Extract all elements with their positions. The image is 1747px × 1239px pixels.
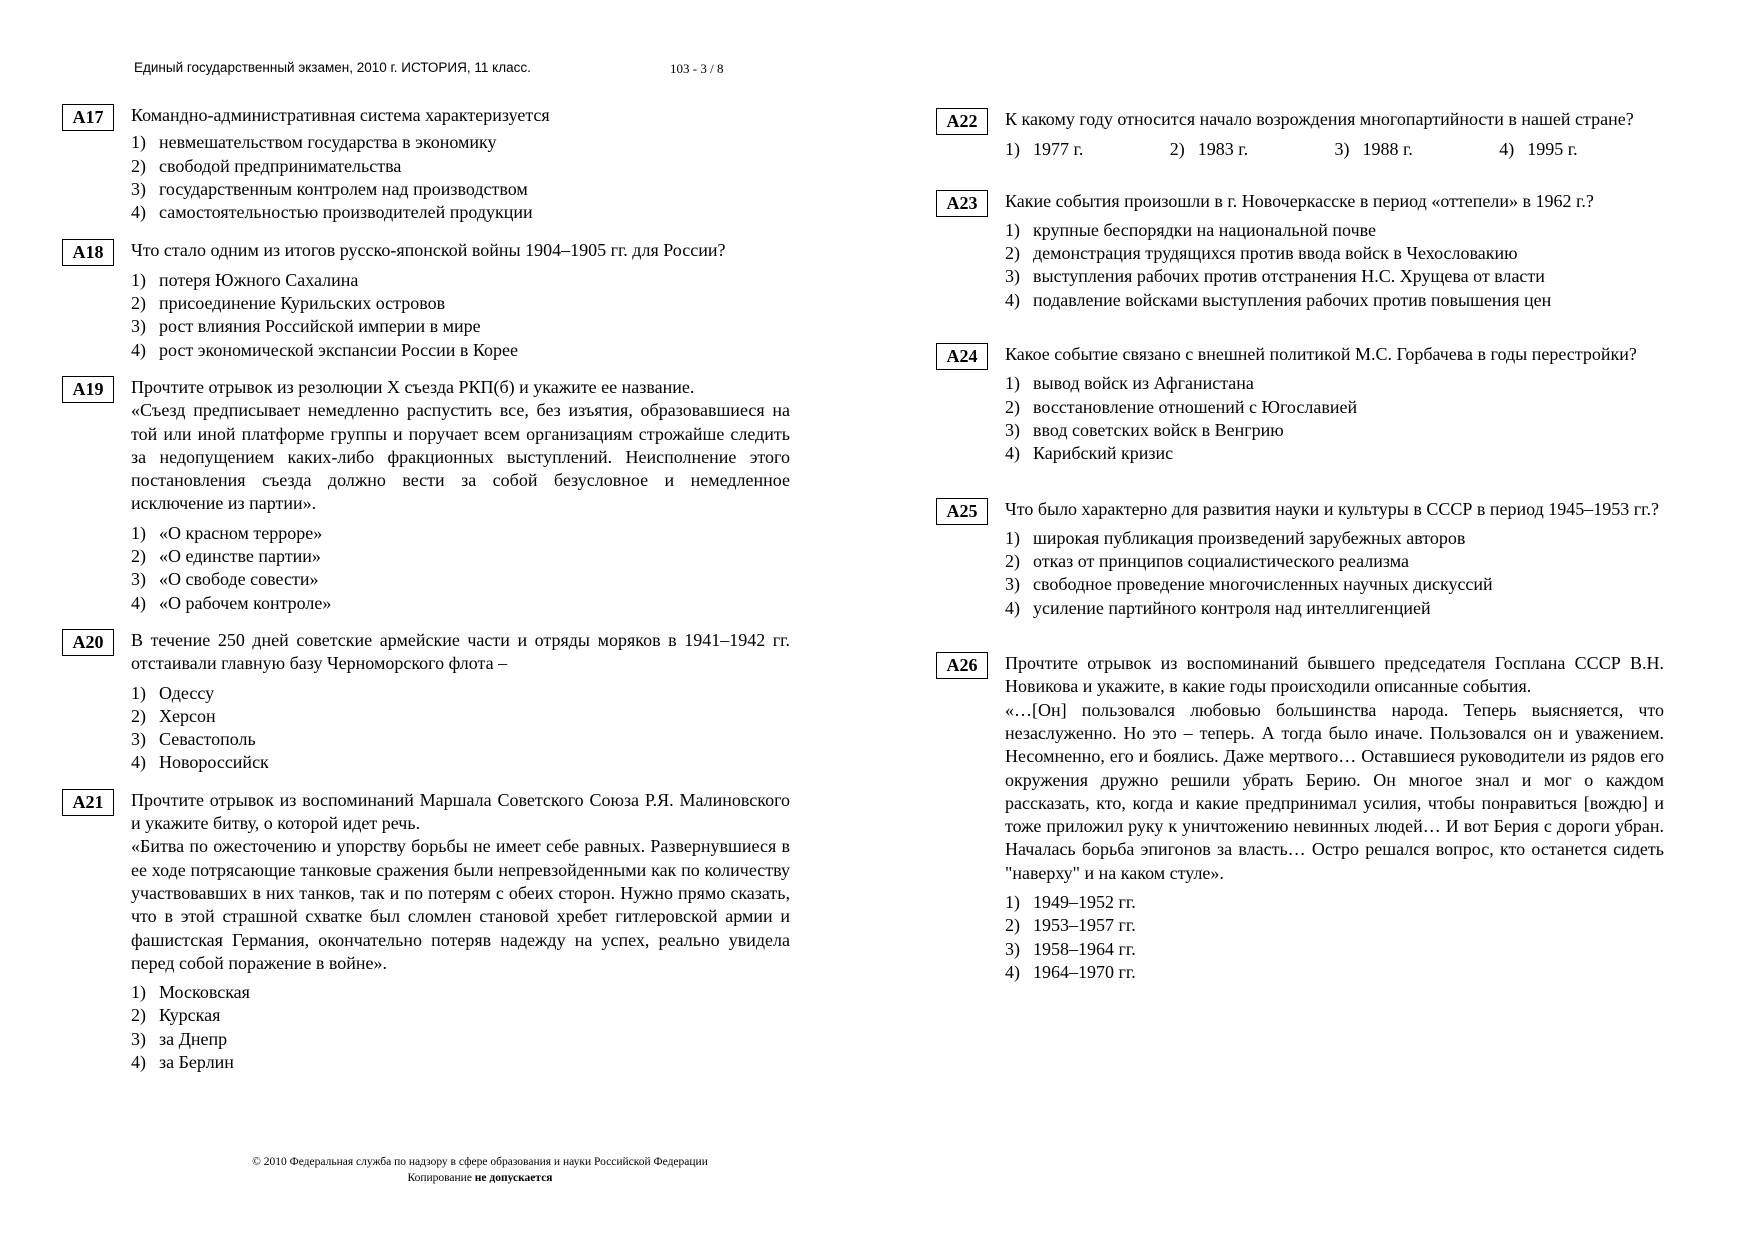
option[interactable]: 1) вывод войск из Афганистана — [1005, 373, 1254, 394]
option[interactable]: 4) 1964–1970 гг. — [1005, 961, 1136, 982]
option[interactable]: 1) 1949–1952 гг. — [1005, 892, 1136, 913]
quote-passage: «Битва по ожесточению и упорству борьбы не имеет себе равных. Развернувшиеся в ее ходе потрясающие танковые сражения были непревзойденными как по количеству участвовавших в них танков, так и по потерям с обеих сторон. Нужно прямо сказать, что в этой страшной схватке был сломлен становой хребет гитлеровской армии и фашистская Германия, окончательно потеряв надежду на успех, реально увидела перед собой поражение в войне». — [131, 836, 790, 973]
question-number: A18 — [62, 239, 114, 266]
options-list — [131, 682, 790, 775]
option[interactable]: 3) «О свободе совести» — [131, 569, 319, 590]
question-text: Какие события произошли в г. Новочеркасске в период «оттепели» в 1962 г.? — [1005, 190, 1594, 211]
option[interactable]: 4) Карибский кризис — [1005, 443, 1174, 464]
question-number: A20 — [62, 629, 114, 656]
option[interactable]: 1) крупные беспорядки на национальной почве — [1005, 219, 1377, 240]
options-list — [131, 522, 790, 615]
right-column — [936, 104, 1664, 984]
left-column — [62, 104, 790, 1074]
question-text: Прочтите отрывок из резолюции X съезда РКП(б) и укажите ее название. — [131, 376, 695, 397]
option[interactable]: 4) Новороссийск — [131, 752, 269, 773]
quote-passage: «Съезд предписывает немедленно распустить все, без изъятия, образовавшиеся на той или иной платформе группы и поручает всем организациям строжайше следить за недопущением каких-либо фракционных выступлений. Неисполнение этого постановления съезда должно вести за собой безусловное и немедленное исключение из партии». — [131, 400, 790, 514]
option[interactable]: 2) Херсон — [131, 705, 216, 726]
option[interactable]: 2) свободой предпринимательства — [131, 155, 402, 176]
options-list — [1005, 891, 1664, 984]
question-number: A22 — [936, 108, 988, 135]
question-text: В течение 250 дней советские армейские части и отряды моряков в 1941–1942 гг. отстаивали главную базу Черноморского флота – — [131, 629, 790, 674]
question-text: Прочтите отрывок из воспоминаний бывшего председателя Госплана СССР В.Н. Новикова и укажите, в какие годы происходили описанные события. — [1005, 653, 1664, 697]
option[interactable]: 3) Севастополь — [131, 729, 256, 750]
page-header — [134, 60, 724, 76]
option[interactable]: 1) невмешательством государства в экономику — [131, 132, 497, 153]
question-text: Прочтите отрывок из воспоминаний Маршала Советского Союза Р.Я. Малиновского и укажите битву, о которой идет речь. — [131, 789, 790, 834]
question-number: A24 — [936, 343, 988, 370]
page-footer — [140, 1154, 820, 1186]
option[interactable]: 3) рост влияния Российской империи в мире — [131, 316, 481, 337]
option[interactable]: 1) Московская — [131, 982, 250, 1003]
option[interactable]: 3) за Днепр — [131, 1028, 228, 1049]
option[interactable]: 3) ввод советских войск в Венгрию — [1005, 419, 1284, 440]
option[interactable]: 2) восстановление отношений с Югославией — [1005, 396, 1358, 417]
copyright-line: © 2010 Федеральная служба по надзору в сфере образования и науки Российской Федерации — [252, 1156, 708, 1168]
option[interactable]: 4) подавление войсками выступления рабочих против повышения цен — [1005, 289, 1552, 310]
option[interactable]: 1) широкая публикация произведений зарубежных авторов — [1005, 527, 1466, 548]
option[interactable]: 2) отказ от принципов социалистического реализма — [1005, 551, 1409, 572]
options-list — [1005, 219, 1664, 312]
question-number: A23 — [936, 190, 988, 217]
question-a21 — [62, 789, 790, 1075]
question-number: A19 — [62, 376, 114, 403]
option[interactable]: 2) 1953–1957 гг. — [1005, 915, 1136, 936]
question-a19 — [62, 376, 790, 615]
question-a20 — [62, 629, 790, 775]
question-a23 — [936, 190, 1664, 312]
option[interactable]: 4) за Берлин — [131, 1051, 234, 1072]
option[interactable]: 2) присоединение Курильских островов — [131, 293, 446, 314]
question-text: Какое событие связано с внешней политикой М.С. Горбачева в годы перестройки? — [1005, 344, 1637, 365]
option[interactable]: 4) 1995 г. — [1499, 139, 1578, 160]
question-number: A21 — [62, 789, 114, 816]
question-a25 — [936, 498, 1664, 620]
option[interactable]: 3) свободное проведение многочисленных научных дискуссий — [1005, 574, 1493, 595]
option[interactable]: 4) самостоятельностью производителей продукции — [131, 202, 533, 223]
option[interactable]: 1) потеря Южного Сахалина — [131, 269, 359, 290]
option[interactable]: 2) 1983 г. — [1169, 139, 1249, 160]
options-list — [131, 269, 790, 362]
option[interactable]: 3) 1958–1964 гг. — [1005, 938, 1136, 959]
question-number: A25 — [936, 498, 988, 525]
question-a26 — [936, 652, 1664, 984]
copy-notice-bold: не допускается — [474, 1172, 553, 1184]
question-a17 — [62, 104, 790, 224]
header-title: Единый государственный экзамен, 2010 г. ИСТОРИЯ, 11 класс. — [134, 60, 531, 75]
question-text: К какому году относится начало возрождения многопартийности в нашей стране? — [1005, 109, 1634, 129]
question-text: Что было характерно для развития науки и культуры в СССР в период 1945–1953 гг.? — [1005, 498, 1660, 519]
options-list — [131, 981, 790, 1074]
option[interactable]: 4) «О рабочем контроле» — [131, 592, 332, 613]
option[interactable]: 2) «О единстве партии» — [131, 546, 321, 567]
option[interactable]: 3) 1988 г. — [1334, 139, 1413, 160]
question-number: A26 — [936, 652, 988, 679]
question-a22 — [936, 108, 1664, 162]
page-number: 103 - 3 / 8 — [670, 61, 724, 76]
option[interactable]: 4) рост экономической экспансии России в Корее — [131, 339, 518, 360]
question-text: Что стало одним из итогов русско-японской войны 1904–1905 гг. для России? — [131, 240, 726, 261]
options-list — [131, 131, 790, 224]
options-list — [1005, 372, 1664, 465]
question-number: A17 — [62, 104, 114, 131]
option[interactable]: 3) государственным контролем над производством — [131, 178, 528, 199]
options-list — [1005, 138, 1664, 161]
option[interactable]: 1) 1977 г. — [1005, 139, 1084, 160]
question-text: Командно-административная система характеризуется — [131, 105, 550, 125]
option[interactable]: 2) демонстрация трудящихся против ввода войск в Чехословакию — [1005, 243, 1518, 264]
option[interactable]: 1) Одессу — [131, 682, 215, 703]
options-list — [1005, 527, 1664, 620]
option[interactable]: 1) «О красном терроре» — [131, 522, 323, 543]
question-a18 — [62, 239, 790, 361]
quote-passage: «…[Он] пользовался любовью большинства народа. Теперь выясняется, что незаслуженно. Но это – теперь. А тогда было иначе. Пользовался он и уважением. Несомненно, его и боялись. Даже мертвого… Оставшиеся руководители из рядов его окружения дружно решили убрать Берию. Он многое знал и мог о каждом рассказать, кто, когда и какие предпринимал усилия, чтобы понравиться [вождю] и тоже приложил руку к уничтожению невинных людей… И вот Берия с дороги убран. Началась борьба эпигонов за власть… Остро решался вопрос, кто останется сидеть "наверху" и на каком стуле». — [1005, 699, 1664, 883]
copy-notice: Копирование не допускается — [407, 1172, 553, 1184]
option[interactable]: 4) усиление партийного контроля над интеллигенцией — [1005, 597, 1431, 618]
question-a24 — [936, 343, 1664, 465]
option[interactable]: 3) выступления рабочих против отстранения Н.С. Хрущева от власти — [1005, 266, 1545, 287]
option[interactable]: 2) Курская — [131, 1005, 221, 1026]
